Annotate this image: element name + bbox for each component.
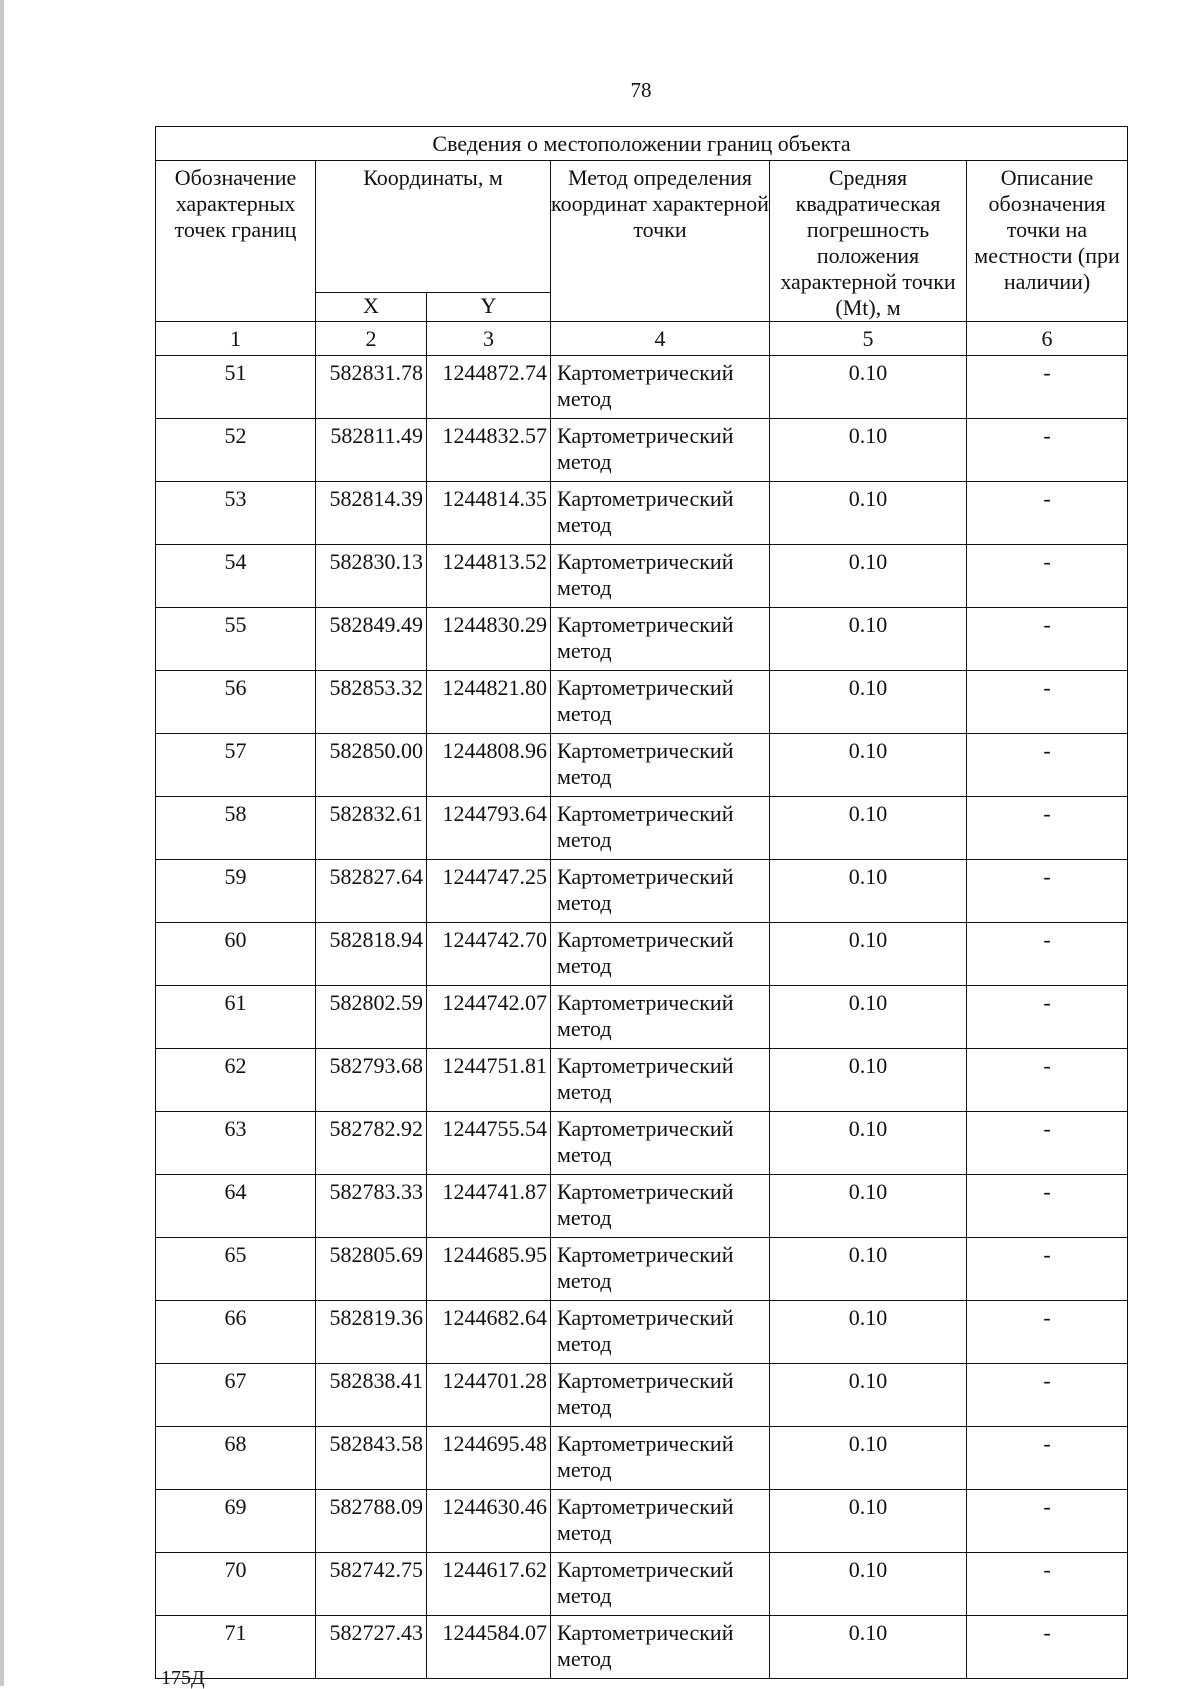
coord-x: 582814.39 xyxy=(316,482,427,545)
table-row xyxy=(156,545,1128,608)
coord-x: 582850.00 xyxy=(316,734,427,797)
coord-y: 1244808.96 xyxy=(427,734,551,797)
coord-x: 582802.59 xyxy=(316,986,427,1049)
point-number: 70 xyxy=(156,1553,316,1616)
footer-code: 175Д xyxy=(161,1667,205,1689)
page-number: 78 xyxy=(630,78,652,102)
coord-x: 582849.49 xyxy=(316,608,427,671)
coord-x: 582793.68 xyxy=(316,1049,427,1112)
mean-error-value: 0.10 xyxy=(770,1553,967,1616)
mean-error-value: 0.10 xyxy=(770,1112,967,1175)
table-row xyxy=(156,734,1128,797)
coord-y: 1244793.64 xyxy=(427,797,551,860)
description-cell: - xyxy=(967,1553,1128,1616)
method-cell: Картометрический метод xyxy=(551,986,770,1049)
mean-error-value: 0.10 xyxy=(770,1175,967,1238)
table-row xyxy=(156,1301,1128,1364)
method-cell: Картометрический метод xyxy=(551,860,770,923)
method-cell: Картометрический метод xyxy=(551,1553,770,1616)
header-coordinates: Координаты, м xyxy=(316,161,551,293)
coord-x: 582830.13 xyxy=(316,545,427,608)
coord-x: 582853.32 xyxy=(316,671,427,734)
coord-x: 582818.94 xyxy=(316,923,427,986)
column-number: 5 xyxy=(770,322,967,356)
mean-error-value: 0.10 xyxy=(770,1427,967,1490)
point-number: 62 xyxy=(156,1049,316,1112)
table-row xyxy=(156,797,1128,860)
method-cell: Картометрический метод xyxy=(551,1175,770,1238)
point-number: 58 xyxy=(156,797,316,860)
point-number: 51 xyxy=(156,356,316,419)
point-number: 61 xyxy=(156,986,316,1049)
method-cell: Картометрический метод xyxy=(551,734,770,797)
header-x: X xyxy=(316,293,427,322)
point-number: 52 xyxy=(156,419,316,482)
coord-x: 582831.78 xyxy=(316,356,427,419)
point-number: 65 xyxy=(156,1238,316,1301)
coord-x: 582727.43 xyxy=(316,1616,427,1679)
mean-error-value: 0.10 xyxy=(770,1364,967,1427)
description-cell: - xyxy=(967,1112,1128,1175)
table-row xyxy=(156,482,1128,545)
coord-y: 1244617.62 xyxy=(427,1553,551,1616)
coord-x: 582742.75 xyxy=(316,1553,427,1616)
table-row xyxy=(156,1238,1128,1301)
column-number: 6 xyxy=(967,322,1128,356)
method-cell: Картометрический метод xyxy=(551,1427,770,1490)
description-cell: - xyxy=(967,1616,1128,1679)
coord-y: 1244685.95 xyxy=(427,1238,551,1301)
method-cell: Картометрический метод xyxy=(551,1301,770,1364)
coord-x: 582788.09 xyxy=(316,1490,427,1553)
description-cell: - xyxy=(967,671,1128,734)
description-cell: - xyxy=(967,734,1128,797)
column-number: 2 xyxy=(316,322,427,356)
header-description: Описание обозначения точки на местности (при наличии) xyxy=(967,161,1128,322)
mean-error-value: 0.10 xyxy=(770,671,967,734)
coord-y: 1244814.35 xyxy=(427,482,551,545)
point-number: 69 xyxy=(156,1490,316,1553)
table-row xyxy=(156,923,1128,986)
mean-error-value: 0.10 xyxy=(770,1049,967,1112)
description-cell: - xyxy=(967,1427,1128,1490)
table-row xyxy=(156,419,1128,482)
point-number: 56 xyxy=(156,671,316,734)
method-cell: Картометрический метод xyxy=(551,1364,770,1427)
description-cell: - xyxy=(967,1490,1128,1553)
coord-y: 1244832.57 xyxy=(427,419,551,482)
coord-y: 1244872.74 xyxy=(427,356,551,419)
table-row xyxy=(156,356,1128,419)
table-row xyxy=(156,1553,1128,1616)
method-cell: Картометрический метод xyxy=(551,923,770,986)
coord-y: 1244747.25 xyxy=(427,860,551,923)
description-cell: - xyxy=(967,986,1128,1049)
point-number: 60 xyxy=(156,923,316,986)
mean-error-value: 0.10 xyxy=(770,986,967,1049)
header-mean-error: Средняя квадратическая погрешность положения характерной точки (Mt), м xyxy=(770,161,967,322)
description-cell: - xyxy=(967,356,1128,419)
method-cell: Картометрический метод xyxy=(551,1049,770,1112)
column-number: 1 xyxy=(156,322,316,356)
point-number: 63 xyxy=(156,1112,316,1175)
method-cell: Картометрический метод xyxy=(551,545,770,608)
table-row xyxy=(156,1364,1128,1427)
description-cell: - xyxy=(967,1364,1128,1427)
mean-error-value: 0.10 xyxy=(770,356,967,419)
method-cell: Картометрический метод xyxy=(551,1112,770,1175)
table-title: Сведения о местоположении границ объекта xyxy=(156,127,1128,161)
point-number: 71 xyxy=(156,1616,316,1679)
mean-error-value: 0.10 xyxy=(770,1490,967,1553)
description-cell: - xyxy=(967,923,1128,986)
point-number: 55 xyxy=(156,608,316,671)
coord-y: 1244701.28 xyxy=(427,1364,551,1427)
point-number: 66 xyxy=(156,1301,316,1364)
column-number: 3 xyxy=(427,322,551,356)
header-designation: Обозначение характерных точек границ xyxy=(156,161,316,322)
coord-x: 582838.41 xyxy=(316,1364,427,1427)
description-cell: - xyxy=(967,419,1128,482)
coord-x: 582843.58 xyxy=(316,1427,427,1490)
coord-y: 1244695.48 xyxy=(427,1427,551,1490)
coord-x: 582832.61 xyxy=(316,797,427,860)
coord-x: 582782.92 xyxy=(316,1112,427,1175)
coord-y: 1244755.54 xyxy=(427,1112,551,1175)
coord-y: 1244630.46 xyxy=(427,1490,551,1553)
column-number: 4 xyxy=(551,322,770,356)
mean-error-value: 0.10 xyxy=(770,1301,967,1364)
description-cell: - xyxy=(967,608,1128,671)
coord-y: 1244742.70 xyxy=(427,923,551,986)
page-edge xyxy=(0,0,4,1686)
mean-error-value: 0.10 xyxy=(770,797,967,860)
mean-error-value: 0.10 xyxy=(770,923,967,986)
coord-y: 1244741.87 xyxy=(427,1175,551,1238)
mean-error-value: 0.10 xyxy=(770,419,967,482)
coord-y: 1244830.29 xyxy=(427,608,551,671)
mean-error-value: 0.10 xyxy=(770,860,967,923)
coord-y: 1244742.07 xyxy=(427,986,551,1049)
table-row xyxy=(156,860,1128,923)
coord-x: 582783.33 xyxy=(316,1175,427,1238)
point-number: 68 xyxy=(156,1427,316,1490)
description-cell: - xyxy=(967,1175,1128,1238)
mean-error-value: 0.10 xyxy=(770,608,967,671)
method-cell: Картометрический метод xyxy=(551,797,770,860)
method-cell: Картометрический метод xyxy=(551,1490,770,1553)
point-number: 57 xyxy=(156,734,316,797)
point-number: 67 xyxy=(156,1364,316,1427)
table-row xyxy=(156,608,1128,671)
method-cell: Картометрический метод xyxy=(551,671,770,734)
table-row xyxy=(156,1490,1128,1553)
table-row xyxy=(156,671,1128,734)
table-row xyxy=(156,1112,1128,1175)
table-body xyxy=(156,356,1128,1679)
method-cell: Картометрический метод xyxy=(551,1238,770,1301)
table-row xyxy=(156,1175,1128,1238)
coord-x: 582811.49 xyxy=(316,419,427,482)
description-cell: - xyxy=(967,1301,1128,1364)
mean-error-value: 0.10 xyxy=(770,734,967,797)
boundary-points-table xyxy=(155,126,1128,1679)
mean-error-value: 0.10 xyxy=(770,545,967,608)
coord-y: 1244813.52 xyxy=(427,545,551,608)
table-row xyxy=(156,1616,1128,1679)
coord-y: 1244751.81 xyxy=(427,1049,551,1112)
coord-x: 582819.36 xyxy=(316,1301,427,1364)
header-method: Метод определения координат характерной точки xyxy=(551,161,770,322)
table-row xyxy=(156,1049,1128,1112)
coord-x: 582827.64 xyxy=(316,860,427,923)
description-cell: - xyxy=(967,545,1128,608)
description-cell: - xyxy=(967,1238,1128,1301)
mean-error-value: 0.10 xyxy=(770,1616,967,1679)
coord-y: 1244682.64 xyxy=(427,1301,551,1364)
description-cell: - xyxy=(967,860,1128,923)
point-number: 64 xyxy=(156,1175,316,1238)
point-number: 54 xyxy=(156,545,316,608)
table-row xyxy=(156,986,1128,1049)
method-cell: Картометрический метод xyxy=(551,1616,770,1679)
point-number: 53 xyxy=(156,482,316,545)
header-y: Y xyxy=(427,293,551,322)
point-number: 59 xyxy=(156,860,316,923)
mean-error-value: 0.10 xyxy=(770,1238,967,1301)
description-cell: - xyxy=(967,1049,1128,1112)
coord-y: 1244821.80 xyxy=(427,671,551,734)
description-cell: - xyxy=(967,482,1128,545)
coord-y: 1244584.07 xyxy=(427,1616,551,1679)
description-cell: - xyxy=(967,797,1128,860)
method-cell: Картометрический метод xyxy=(551,419,770,482)
mean-error-value: 0.10 xyxy=(770,482,967,545)
method-cell: Картометрический метод xyxy=(551,482,770,545)
coord-x: 582805.69 xyxy=(316,1238,427,1301)
method-cell: Картометрический метод xyxy=(551,608,770,671)
method-cell: Картометрический метод xyxy=(551,356,770,419)
table-row xyxy=(156,1427,1128,1490)
